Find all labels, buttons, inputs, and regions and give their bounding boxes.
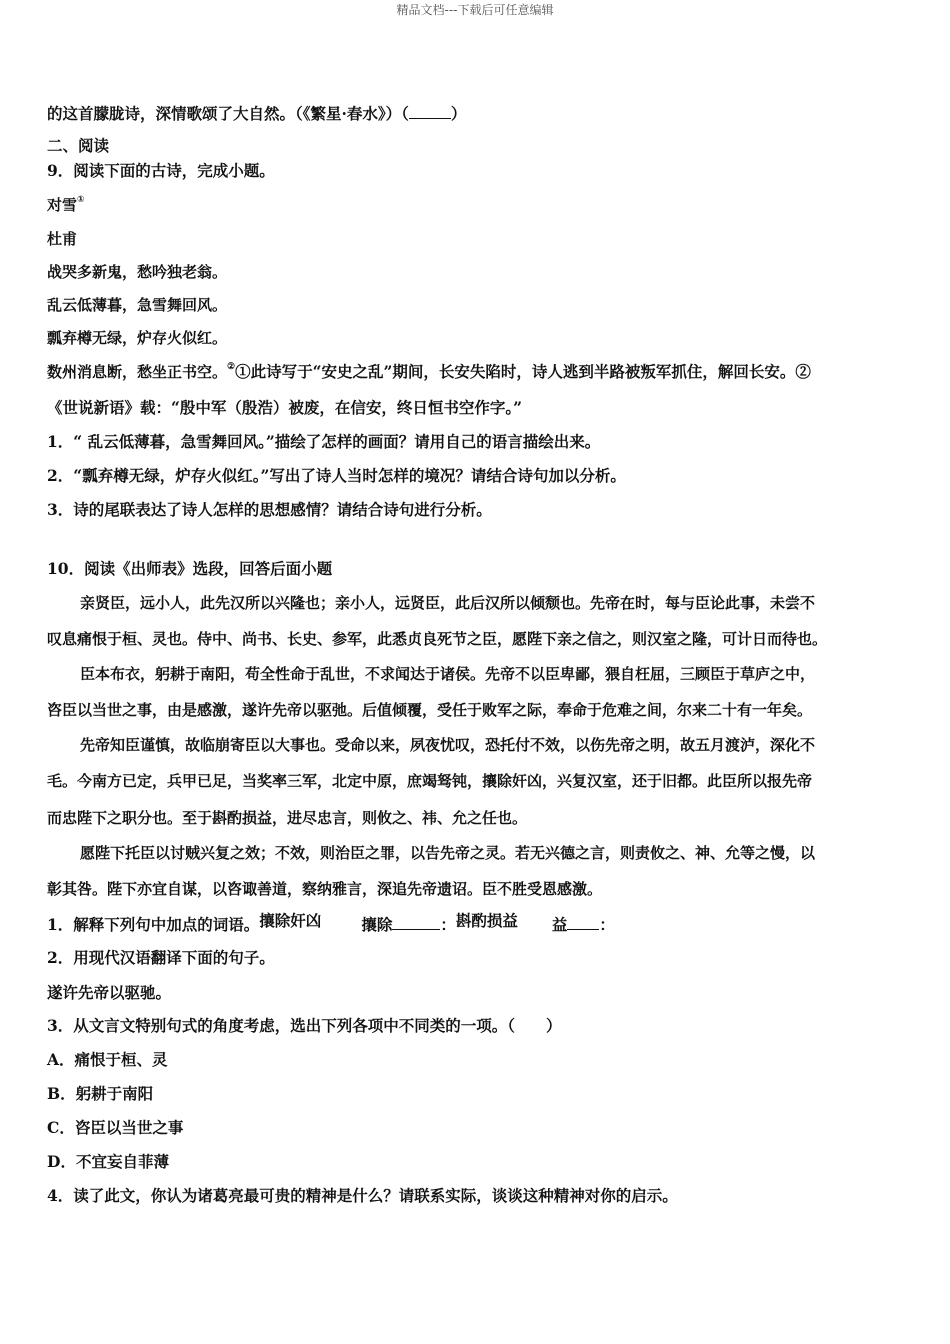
- q10-q1-colon1: ：: [440, 915, 456, 934]
- q10-option-c: C．咨臣以当世之事: [47, 1118, 184, 1137]
- passage-line: 咨臣以当世之事，由是感激，遂许先帝以驱弛。后值倾覆，受任于败军之际，奉命于危难之间，尔来二十有一年矣。: [47, 701, 813, 719]
- poem-line: 瓢弃樽无绿，炉存火似红。: [47, 329, 228, 347]
- q10-q1-label2: 益: [551, 915, 568, 934]
- passage-line: 亲贤臣，远小人，此先汉所以兴隆也；亲小人，远贤臣，此后汉所以倾颓也。先帝在时，每与臣论此事，未尝不: [80, 594, 816, 612]
- poem-author: 杜甫: [47, 230, 78, 248]
- q10-option-d: D．不宜妄自菲薄: [47, 1152, 169, 1171]
- q10-question-1: [47, 913, 615, 935]
- q9-question: 2．“瓢弃樽无绿，炉存火似红。”写出了诗人当时怎样的境况？请结合诗句加以分析。: [47, 466, 626, 485]
- q10-q1-label1: 攘除: [361, 915, 393, 934]
- poem-line: 数州消息断，愁坐正书空。: [47, 363, 228, 381]
- intro-text-end: ）: [450, 104, 467, 123]
- q10-q2-sentence: 遂许先帝以驱驰。: [47, 983, 172, 1002]
- section-title: 二、阅读: [47, 136, 110, 155]
- note-mark: ②: [227, 362, 236, 372]
- q10-prompt: 10．阅读《出师表》选段，回答后面小题: [47, 559, 333, 578]
- q9-question: 1．“ 乱云低薄暮，急雪舞回风。”描绘了怎样的画面？请用自己的语言描绘出来。: [47, 432, 601, 451]
- note-mark: ①: [77, 195, 85, 205]
- q10-question-2: 2．用现代汉语翻译下面的句子。: [47, 948, 275, 967]
- q9-prompt: 9．阅读下面的古诗，完成小题。: [47, 161, 275, 180]
- poem-title-text: 对雪: [47, 196, 78, 214]
- poem-note-continued: 《世说新语》载：“殷中军（殷浩）被废，在信安，终日恒书空作字。”: [47, 398, 523, 417]
- intro-text: 的这首朦胧诗，深情歌颂了大自然。（《繁星·春水》）（: [47, 104, 409, 123]
- q10-option-b: B．躬耕于南阳: [47, 1084, 154, 1103]
- passage-line: 彰其咎。陛下亦宜自谋，以咨诹善道，察纳雅言，深追先帝遗诏。臣不胜受恩感激。: [47, 880, 603, 898]
- passage-line: 愿陛下托臣以讨贼兴复之效；不效，则治臣之罪，以告先帝之灵。若无兴德之言，则责攸之、神、允等之慢，以: [80, 844, 816, 862]
- q10-q1-prefix: 1．解释下列句中加点的词语。: [47, 915, 260, 934]
- passage-line: 先帝知臣谨慎，故临崩寄臣以大事也。受命以来，夙夜忧叹，恐托付不效，以伤先帝之明，故五月渡泸，深化不: [80, 736, 816, 754]
- q10-q1-phrase2: 斟酌损益: [455, 911, 518, 930]
- answer-blank[interactable]: [392, 913, 440, 930]
- poem-line: 乱云低薄暮，急雪舞回风。: [47, 296, 228, 314]
- passage-line: 而忠陛下之职分也。至于斟酌损益，进尽忠言，则攸之、祎、允之任也。: [47, 809, 528, 827]
- q10-q1-phrase1: 攘除奸凶: [259, 911, 322, 930]
- intro-line: [47, 102, 466, 124]
- passage-line: 臣本布衣，躬耕于南阳，苟全性命于乱世，不求闻达于诸侯。先帝不以臣卑鄙，猥自枉屈，三顾臣于草庐之中，: [80, 665, 816, 683]
- q10-q1-colon2: ：: [599, 915, 615, 934]
- passage-line: 叹息痛恨于桓、灵也。侍中、尚书、长史、参军，此悉贞良死节之臣，愿陛下亲之信之，则汉室之隆，可计日而待也。: [47, 630, 828, 648]
- q10-question-4: 4．读了此文，你认为诸葛亮最可贵的精神是什么？请联系实际，谈谈这种精神对你的启示。: [47, 1186, 678, 1205]
- poem-note: ①此诗写于“安史之乱”期间，长安失陷时，诗人逃到半路被叛军抓住，解回长安。②: [235, 362, 811, 381]
- q10-option-a: A．痛恨于桓、灵: [47, 1050, 168, 1069]
- answer-blank[interactable]: [409, 102, 451, 119]
- poem-title: [47, 195, 85, 215]
- passage-line: 毛。今南方已定，兵甲已足，当奖率三军，北定中原，庶竭驽钝，攘除奸凶，兴复汉室，还于旧都。此臣所以报先帝: [47, 772, 813, 790]
- answer-blank[interactable]: [567, 913, 599, 930]
- poem-last-line-with-note: [47, 362, 811, 382]
- q9-question: 3．诗的尾联表达了诗人怎样的思想感情？请结合诗句进行分析。: [47, 500, 492, 519]
- q10-question-3: 3．从文言文特别句式的角度考虑，选出下列各项中不同类的一项。（ ）: [47, 1016, 562, 1035]
- page-header-watermark: 精品文档---下载后可任意编辑: [396, 3, 554, 17]
- poem-line: 战哭多新鬼，愁吟独老翁。: [47, 263, 228, 281]
